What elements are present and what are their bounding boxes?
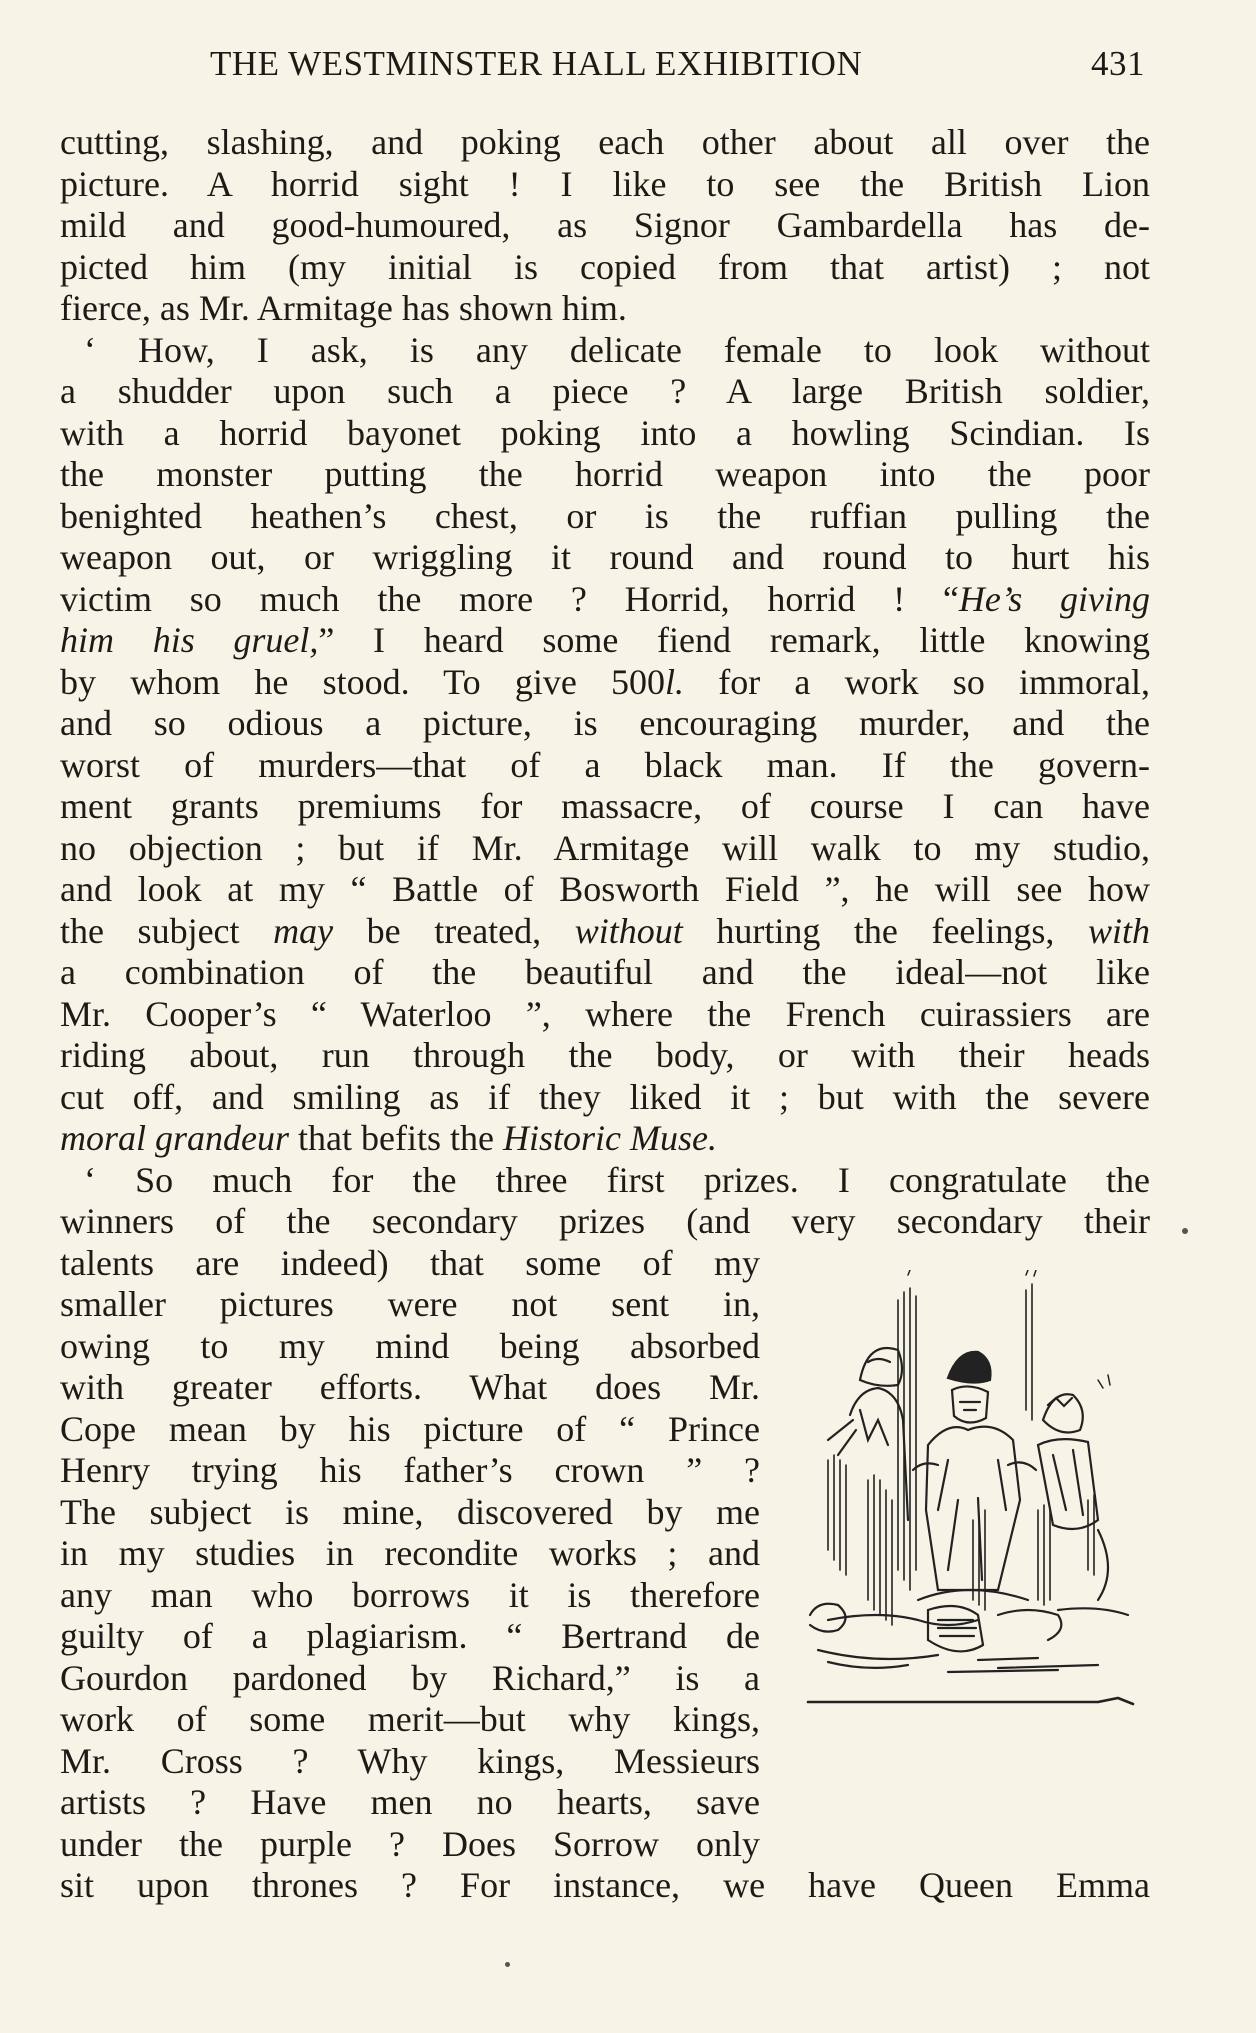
- text-line: in my studies in recondite works ; and: [60, 1533, 760, 1573]
- italic-text: l.: [665, 661, 685, 702]
- text-run: the subject: [60, 910, 274, 951]
- text-line: work of some merit—but why kings,: [60, 1699, 760, 1739]
- text-line: cutting, slashing, and poking each other about all over the: [60, 122, 1150, 162]
- text-line: Gourdon pardoned by Richard,” is a: [60, 1657, 760, 1698]
- text-line: any man who borrows it is therefore: [60, 1574, 760, 1615]
- italic-text: moral grandeur: [60, 1118, 290, 1158]
- text-line: sit upon thrones ? For instance, we have Queen Emma: [60, 1865, 1150, 1905]
- text-line: ‘ How, I ask, is any delicate female to look without: [84, 329, 1150, 370]
- text-line: and look at my “ Battle of Bosworth Field ”, he will see how: [60, 869, 1150, 909]
- text-line: guilty of a plagiarism. “ Bertrand de: [60, 1616, 760, 1656]
- text-line: the monster putting the horrid weapon into the poor: [60, 454, 1150, 494]
- italic-text: him his gruel,: [60, 620, 319, 660]
- text-line: a combination of the beautiful and the ideal—not like: [60, 952, 1150, 992]
- right-figure: [1038, 1394, 1108, 1600]
- text-line: artists ? Have men no hearts, save: [60, 1782, 760, 1822]
- text-line: no objection ; but if Mr. Armitage will walk to my studio,: [60, 827, 1150, 868]
- text-line: weapon out, or wriggling it round and round to hurt his: [60, 537, 1150, 577]
- running-head: [210, 44, 1145, 94]
- text-line: talents are indeed) that some of my: [60, 1242, 760, 1283]
- text-line: picture. A horrid sight ! I like to see the British Lion: [60, 163, 1150, 204]
- text-line: winners of the secondary prizes (and very secondary their: [60, 1201, 1150, 1241]
- text-line: with a horrid bayonet poking into a howling Scindian. Is: [60, 412, 1150, 453]
- text-line: a shudder upon such a piece ? A large British soldier,: [60, 371, 1150, 411]
- text-line: Mr. Cross ? Why kings, Messieurs: [60, 1740, 760, 1781]
- text-line: picted him (my initial is copied from that artist) ; not: [60, 246, 1150, 287]
- text-line: Henry trying his father’s crown ” ?: [60, 1450, 760, 1490]
- text-line: owing to my mind being absorbed: [60, 1325, 760, 1366]
- text-line: fierce, as Mr. Armitage has shown him.: [60, 288, 627, 328]
- text-line: Cope mean by his picture of “ Prince: [60, 1408, 760, 1449]
- text-line: ‘ So much for the three first prizes. I congratulate the: [84, 1159, 1150, 1200]
- central-figure: [913, 1352, 1036, 1600]
- text-run: that befits the: [289, 1118, 503, 1158]
- page-number: 431: [1091, 44, 1145, 83]
- text-line: benighted heathen’s chest, or is the ruffian pulling the: [60, 495, 1150, 536]
- text-run: hurting the feelings,: [682, 910, 1088, 951]
- text-line: worst of murders—that of a black man. If the govern-: [60, 744, 1150, 785]
- print-speck: [505, 1962, 510, 1967]
- italic-text: without: [574, 910, 683, 951]
- text-line: cut off, and smiling as if they liked it ; but with the severe: [60, 1076, 1150, 1117]
- text-line: [60, 579, 1150, 621]
- italic-text: He’s giving: [958, 578, 1150, 619]
- text-line: [60, 662, 1150, 704]
- italic-text: Historic Muse.: [502, 1118, 717, 1158]
- print-speck: [1182, 1228, 1188, 1234]
- floor-and-drapery: [810, 1604, 1128, 1672]
- text-line: with greater efforts. What does Mr.: [60, 1367, 760, 1407]
- text-line: Mr. Cooper’s “ Waterloo ”, where the French cuirassiers are: [60, 993, 1150, 1034]
- text-line: mild and good-humoured, as Signor Gambardella has de-: [60, 205, 1150, 245]
- text-line: [60, 1118, 1150, 1160]
- running-title: THE WESTMINSTER HALL EXHIBITION: [210, 44, 863, 83]
- text-run: by whom he stood. To give 500: [60, 661, 666, 702]
- text-line: smaller pictures were not sent in,: [60, 1284, 760, 1324]
- italic-text: with: [1088, 910, 1151, 951]
- text-line: riding about, run through the body, or with their heads: [60, 1035, 1150, 1075]
- text-run: be treated,: [333, 910, 575, 951]
- ground-line: [808, 1698, 1133, 1704]
- text-line: The subject is mine, discovered by me: [60, 1491, 760, 1532]
- italic-text: may: [273, 910, 334, 951]
- text-line: ment grants premiums for massacre, of course I can have: [60, 786, 1150, 826]
- illustration-woodcut: [798, 1270, 1138, 1820]
- text-line: [60, 911, 1150, 953]
- text-run: for a work so immoral,: [684, 661, 1150, 702]
- text-line: under the purple ? Does Sorrow only: [60, 1823, 760, 1864]
- text-run: ” I heard some fiend remark, little knowing: [318, 620, 1150, 660]
- background-hatching: [828, 1284, 1094, 1625]
- text-run: victim so much the more ? Horrid, horrid ! “: [60, 578, 959, 619]
- text-line: [60, 620, 1150, 662]
- text-line: and so odious a picture, is encouraging murder, and the: [60, 703, 1150, 743]
